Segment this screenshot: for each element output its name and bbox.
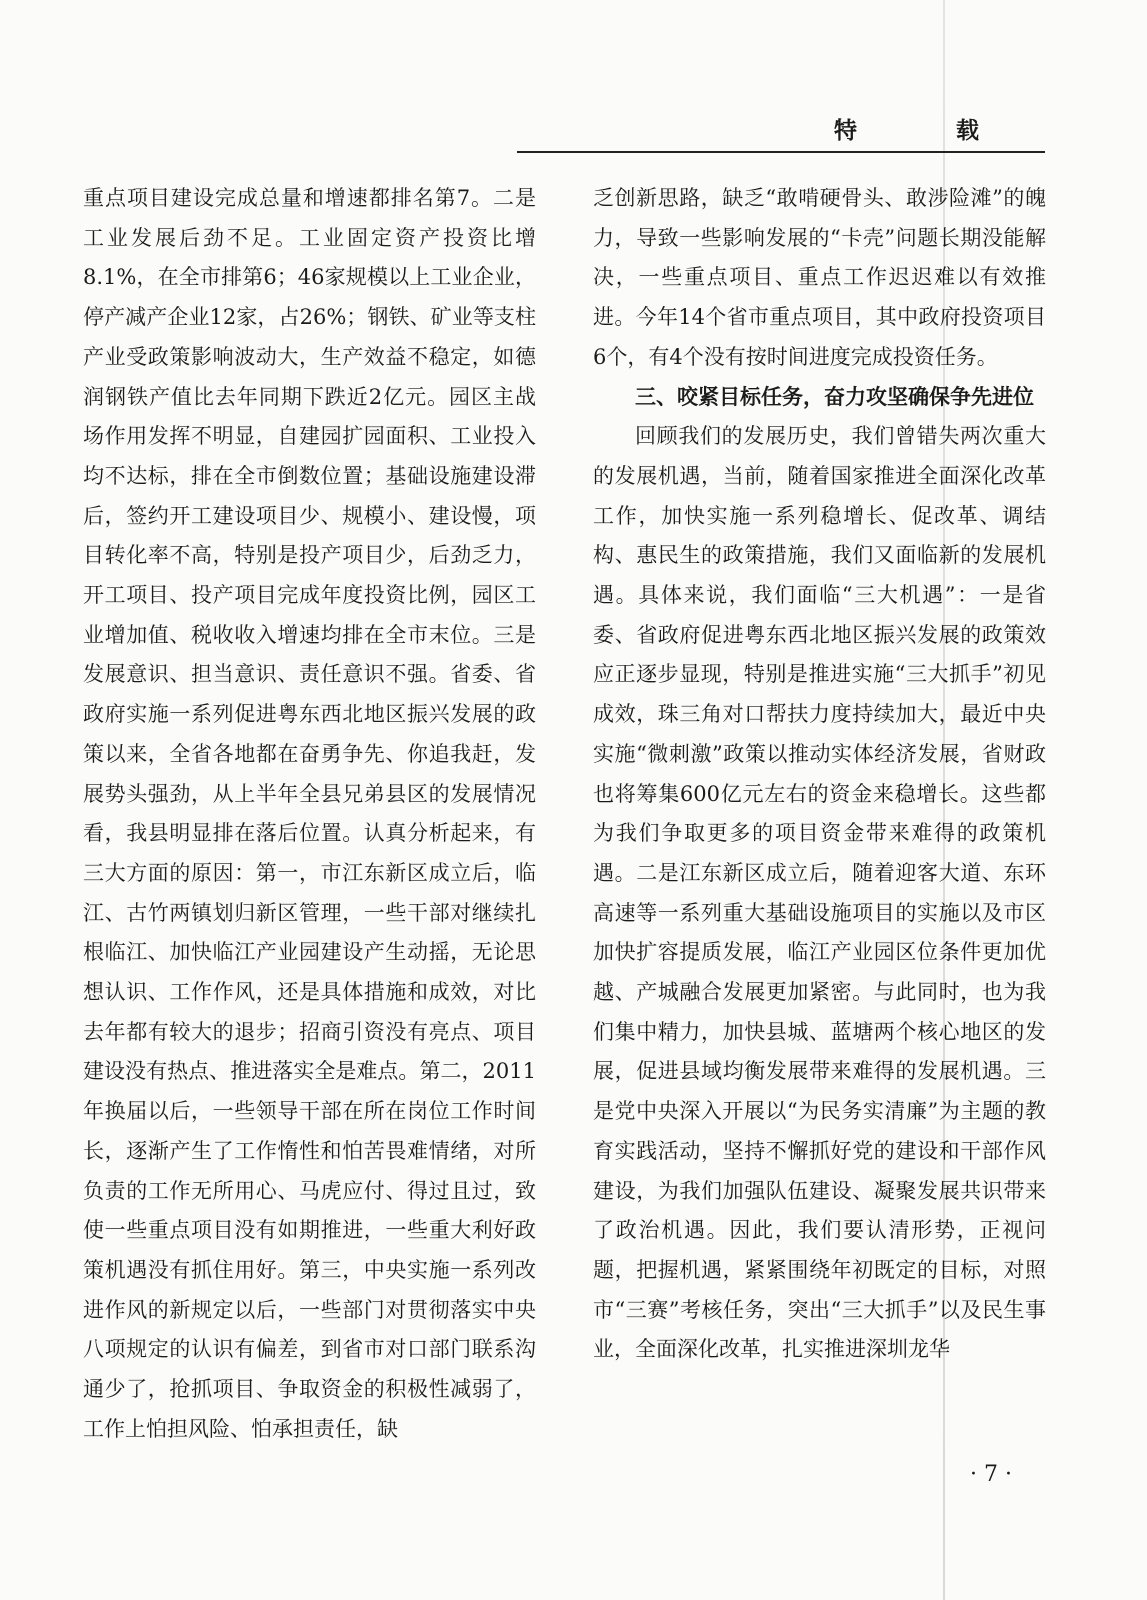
section-title: 特 载 — [834, 118, 1017, 144]
body-paragraph: 重点项目建设完成总量和增速都排名第7。二是工业发展后劲不足。工业固定资产投资比增8.1%，在全市排第6；46家规模以上工业企业，停产减产企业12家，占26%；钢铁、矿业等支柱产业受政策影响波动大，生产效益不稳定，如德润钢铁产值比去年同期下跌近2亿元。园区主战场作用发挥不明显，自建园扩园面积、工业投入均不达标，排在全市倒数位置；基础设施建设滞后，签约开工建设项目少、规模小、建设慢，项目转化率不高，特别是投产项目少，后劲乏力，开工项目、投产项目完成年度投资比例，园区工业增加值、税收收入增速均排在全市末位。三是发展意识、担当意识、责任意识不强。省委、省政府实施一系列促进粤东西北地区振兴发展的政策以来，全省各地都在奋勇争先、你追我赶，发展势头强劲，从上半年全县兄弟县区的发展情况看，我县明显排在落后位置。认真分析起来，有三大方面的原因：第一，市江东新区成立后，临江、古竹两镇划归新区管理，一些干部对继续扎根临江、加快临江产业园建设产生动摇，无论思想认识、工作作风，还是具体措施和成效，对比去年都有较大的退步；招商引资没有亮点、项目建设没有热点、推进落实全是难点。第二，2011年换届以后，一些领导干部在所在岗位工作时间长，逐渐产生了工作惰性和怕苦畏难情绪，对所负责的工作无所用心、马虎应付、得过且过，致使一些重点项目没有如期推进，一些重大利好政策机遇没有抓住用好。第三，中央实施一系列改进作风的新规定以后，一些部门对贯彻落实中央八项规定的认识有偏差，到省市对口部门联系沟通少了，抢抓项目、争取资金的积极性减弱了，工作上怕担风险、怕承担责任，缺 — [83, 186, 536, 1441]
section-heading: 三、咬紧目标任务，奋力攻坚确保争先进位 — [635, 384, 1034, 409]
running-header — [517, 112, 1045, 146]
right-column — [593, 179, 1046, 1370]
header-rule — [517, 151, 1045, 153]
body-paragraph: 乏创新思路，缺乏“敢啃硬骨头、敢涉险滩”的魄力，导致一些影响发展的“卡壳”问题长期没能解决，一些重点项目、重点工作迟迟难以有效推进。今年14个省市重点项目，其中政府投资项目6个，有4个没有按时间进度完成投资任务。 — [593, 186, 1046, 369]
page-number: · 7 · — [970, 1462, 1012, 1487]
left-column — [83, 179, 536, 1450]
body-paragraph: 回顾我们的发展历史，我们曾错失两次重大的发展机遇，当前，随着国家推进全面深化改革工作，加快实施一系列稳增长、促改革、调结构、惠民生的政策措施，我们又面临新的发展机遇。具体来说，我们面临“三大机遇”：一是省委、省政府促进粤东西北地区振兴发展的政策效应正逐步显现，特别是推进实施“三大抓手”初见成效，珠三角对口帮扶力度持续加大，最近中央实施“微刺激”政策以推动实体经济发展，省财政也将筹集600亿元左右的资金来稳增长。这些都为我们争取更多的项目资金带来难得的政策机遇。二是江东新区成立后，随着迎客大道、东环高速等一系列重大基础设施项目的实施以及市区加快扩容提质发展，临江产业园区位条件更加优越、产城融合发展更加紧密。与此同时，也为我们集中精力，加快县城、蓝塘两个核心地区的发展，促进县域均衡发展带来难得的发展机遇。三是党中央深入开展以“为民务实清廉”为主题的教育实践活动，坚持不懈抓好党的建设和干部作风建设，为我们加强队伍建设、凝聚发展共识带来了政治机遇。因此，我们要认清形势，正视问题，把握机遇，紧紧围绕年初既定的目标，对照市“三赛”考核任务，突出“三大抓手”以及民生事业，全面深化改革，扎实推进深圳龙华 — [593, 424, 1046, 1362]
